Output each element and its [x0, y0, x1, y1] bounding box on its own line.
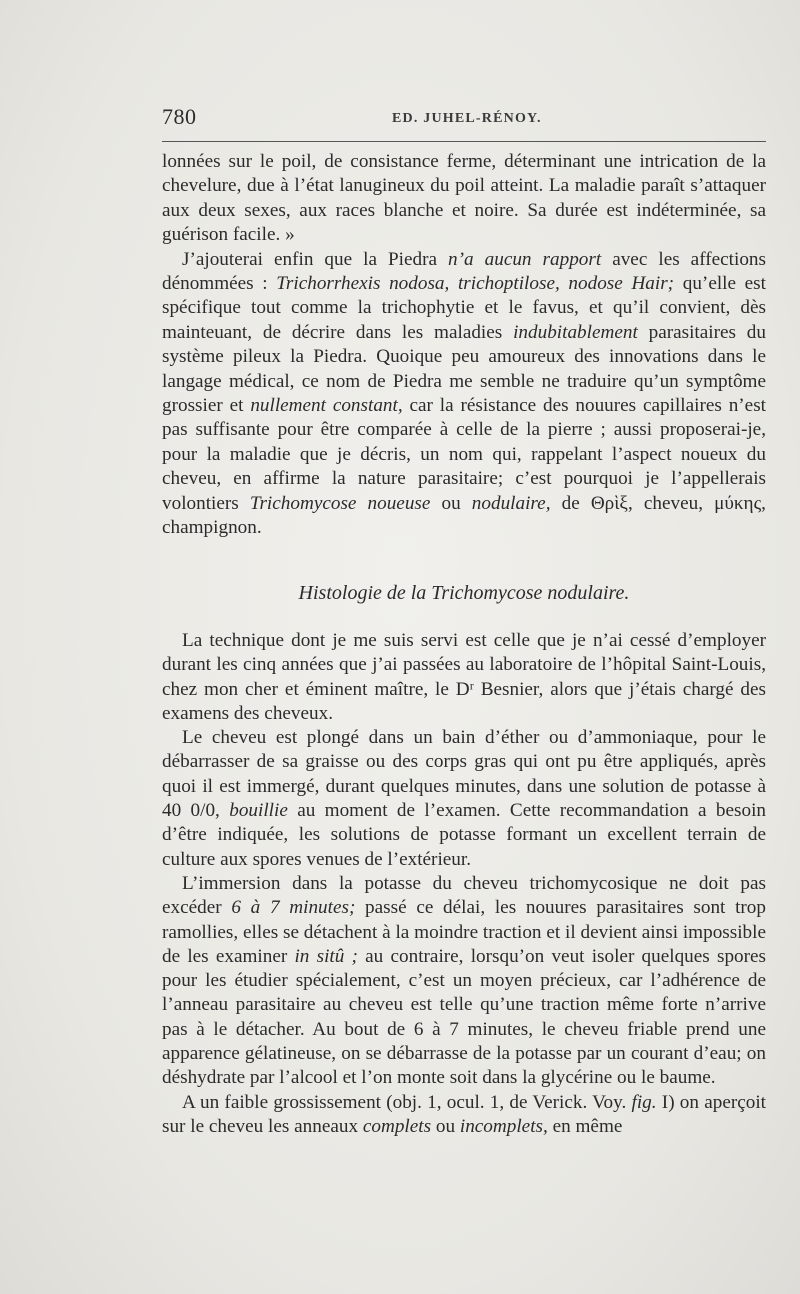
paragraph: [162, 629, 766, 726]
page-header: [162, 104, 764, 134]
paragraph: [162, 248, 766, 541]
paragraph: [162, 872, 766, 1091]
italic-text: n’a aucun rapport: [448, 248, 602, 270]
paragraph: [162, 150, 766, 248]
italic-text: incomplets,: [459, 1115, 548, 1137]
text-run: parasitaires du système pileux la Piedra. Quoique peu amoureux des innovations dans le langage médical, ce nom de Piedra me semble ne traduire qu’un symptôme grossier et: [162, 321, 766, 417]
text-run: ou: [430, 492, 472, 514]
text-run: de Θρὶξ, cheveu, μύκης, champignon.: [162, 492, 766, 539]
text-run: qu’elle est spécifique tout comme la trichophytie et le favus, et qu’il convient, dès mainteuant, de décrire dans les maladies: [162, 273, 766, 343]
italic-text: 6 à 7 minutes;: [231, 897, 356, 919]
page-number: 780: [162, 104, 197, 129]
text-run: en même: [547, 1115, 623, 1137]
body-text-bottom: [162, 629, 766, 1139]
text-run: I) on aperçoit sur le cheveu les anneaux: [162, 1091, 767, 1137]
text-run: La technique dont je me suis servi est celle que je n’ai cessé d’employer durant les cinq années que j’ai passées au laboratoire de l’hôpital Saint-Louis, chez mon cher et éminent maître, le Dʳ Besnier, alors que j’étais chargé des examens des cheveux.: [162, 630, 766, 724]
text-run: passé ce délai, les nouures parasitaires sont trop ramollies, elles se détachent à la moindre traction et il devient ainsi impossible de les examiner: [162, 897, 766, 967]
body-text-top: [162, 150, 766, 541]
italic-text: fig.: [631, 1091, 657, 1113]
text-run: L’immersion dans la potasse du cheveu trichomycosique ne doit pas excéder: [162, 872, 766, 919]
italic-text: in sitû ;: [294, 945, 358, 967]
italic-text: bouillie: [229, 800, 288, 822]
italic-text: indubitablement: [513, 321, 638, 343]
paragraph: [162, 1091, 766, 1140]
header-rule: [162, 141, 766, 142]
italic-text: Trichomycose noueuse: [249, 492, 431, 514]
text-run: Le cheveu est plongé dans un bain d’éther ou d’ammoniaque, pour le débarrasser de sa graisse ou des corps gras qui ont pu être appliqués, après quoi il est immergé, durant quelques minutes, dans une solution de potasse à 40 0/0,: [162, 727, 766, 822]
text-run: avec les affections dénommées :: [162, 248, 766, 295]
text-run: J’ajouterai enfin que la Piedra: [182, 248, 449, 270]
text-run: au contraire, lorsqu’on veut isoler quelques spores pour les étudier spécialement, c’est un moyen précieux, car l’adhérence de l’anneau parasitaire au cheveu est telle qu’une traction même forte n’arrive pas à le détacher. Au bout de 6 à 7 minutes, le cheveu friable prend une apparence gélatineuse, on se débarrasse de la potasse par un courant d’eau; on déshydrate par l’alcool et l’on monte soit dans la glycérine ou le baume.: [162, 945, 767, 1089]
text-run: car la résistance des nouures capillaires n’est pas suffisante pour être comparée à celle de la pierre ; aussi proposerai-je, pour la maladie que je décris, un nom qui, rappelant l’aspect noueux du cheveu, en affirme la nature parasitaire; c’est pourquoi je l’appellerais volontiers: [162, 395, 766, 514]
running-head: ED. JUHEL-RÉNOY.: [392, 111, 542, 126]
text-run: lonnées sur le poil, de consistance ferme, déterminant une intrication de la chevelure, due à l’état lanugineux du poil atteint. La maladie paraît s’attaquer aux deux sexes, aux races blanche et noire. Sa durée est indéterminée, sa guérison facile. »: [162, 151, 766, 246]
italic-text: nodulaire,: [471, 492, 551, 514]
italic-text: Trichorrhexis nodosa, trichoptilose, nodose Hair;: [276, 273, 675, 295]
italic-text: complets: [362, 1115, 432, 1137]
text-run: ou: [431, 1115, 460, 1137]
paragraph: [162, 726, 766, 872]
section-title: Histologie de la Trichomycose nodulaire.: [298, 582, 630, 604]
text-run: A un faible grossissement (obj. 1, ocul. 1, de Verick. Voy.: [182, 1091, 632, 1113]
text-run: au moment de l’examen. Cette recommandation a besoin d’être indiquée, les solutions de potasse formant un excellent terrain de culture aux spores venues de l’extérieur.: [162, 800, 766, 870]
italic-text: nullement constant,: [250, 395, 403, 417]
